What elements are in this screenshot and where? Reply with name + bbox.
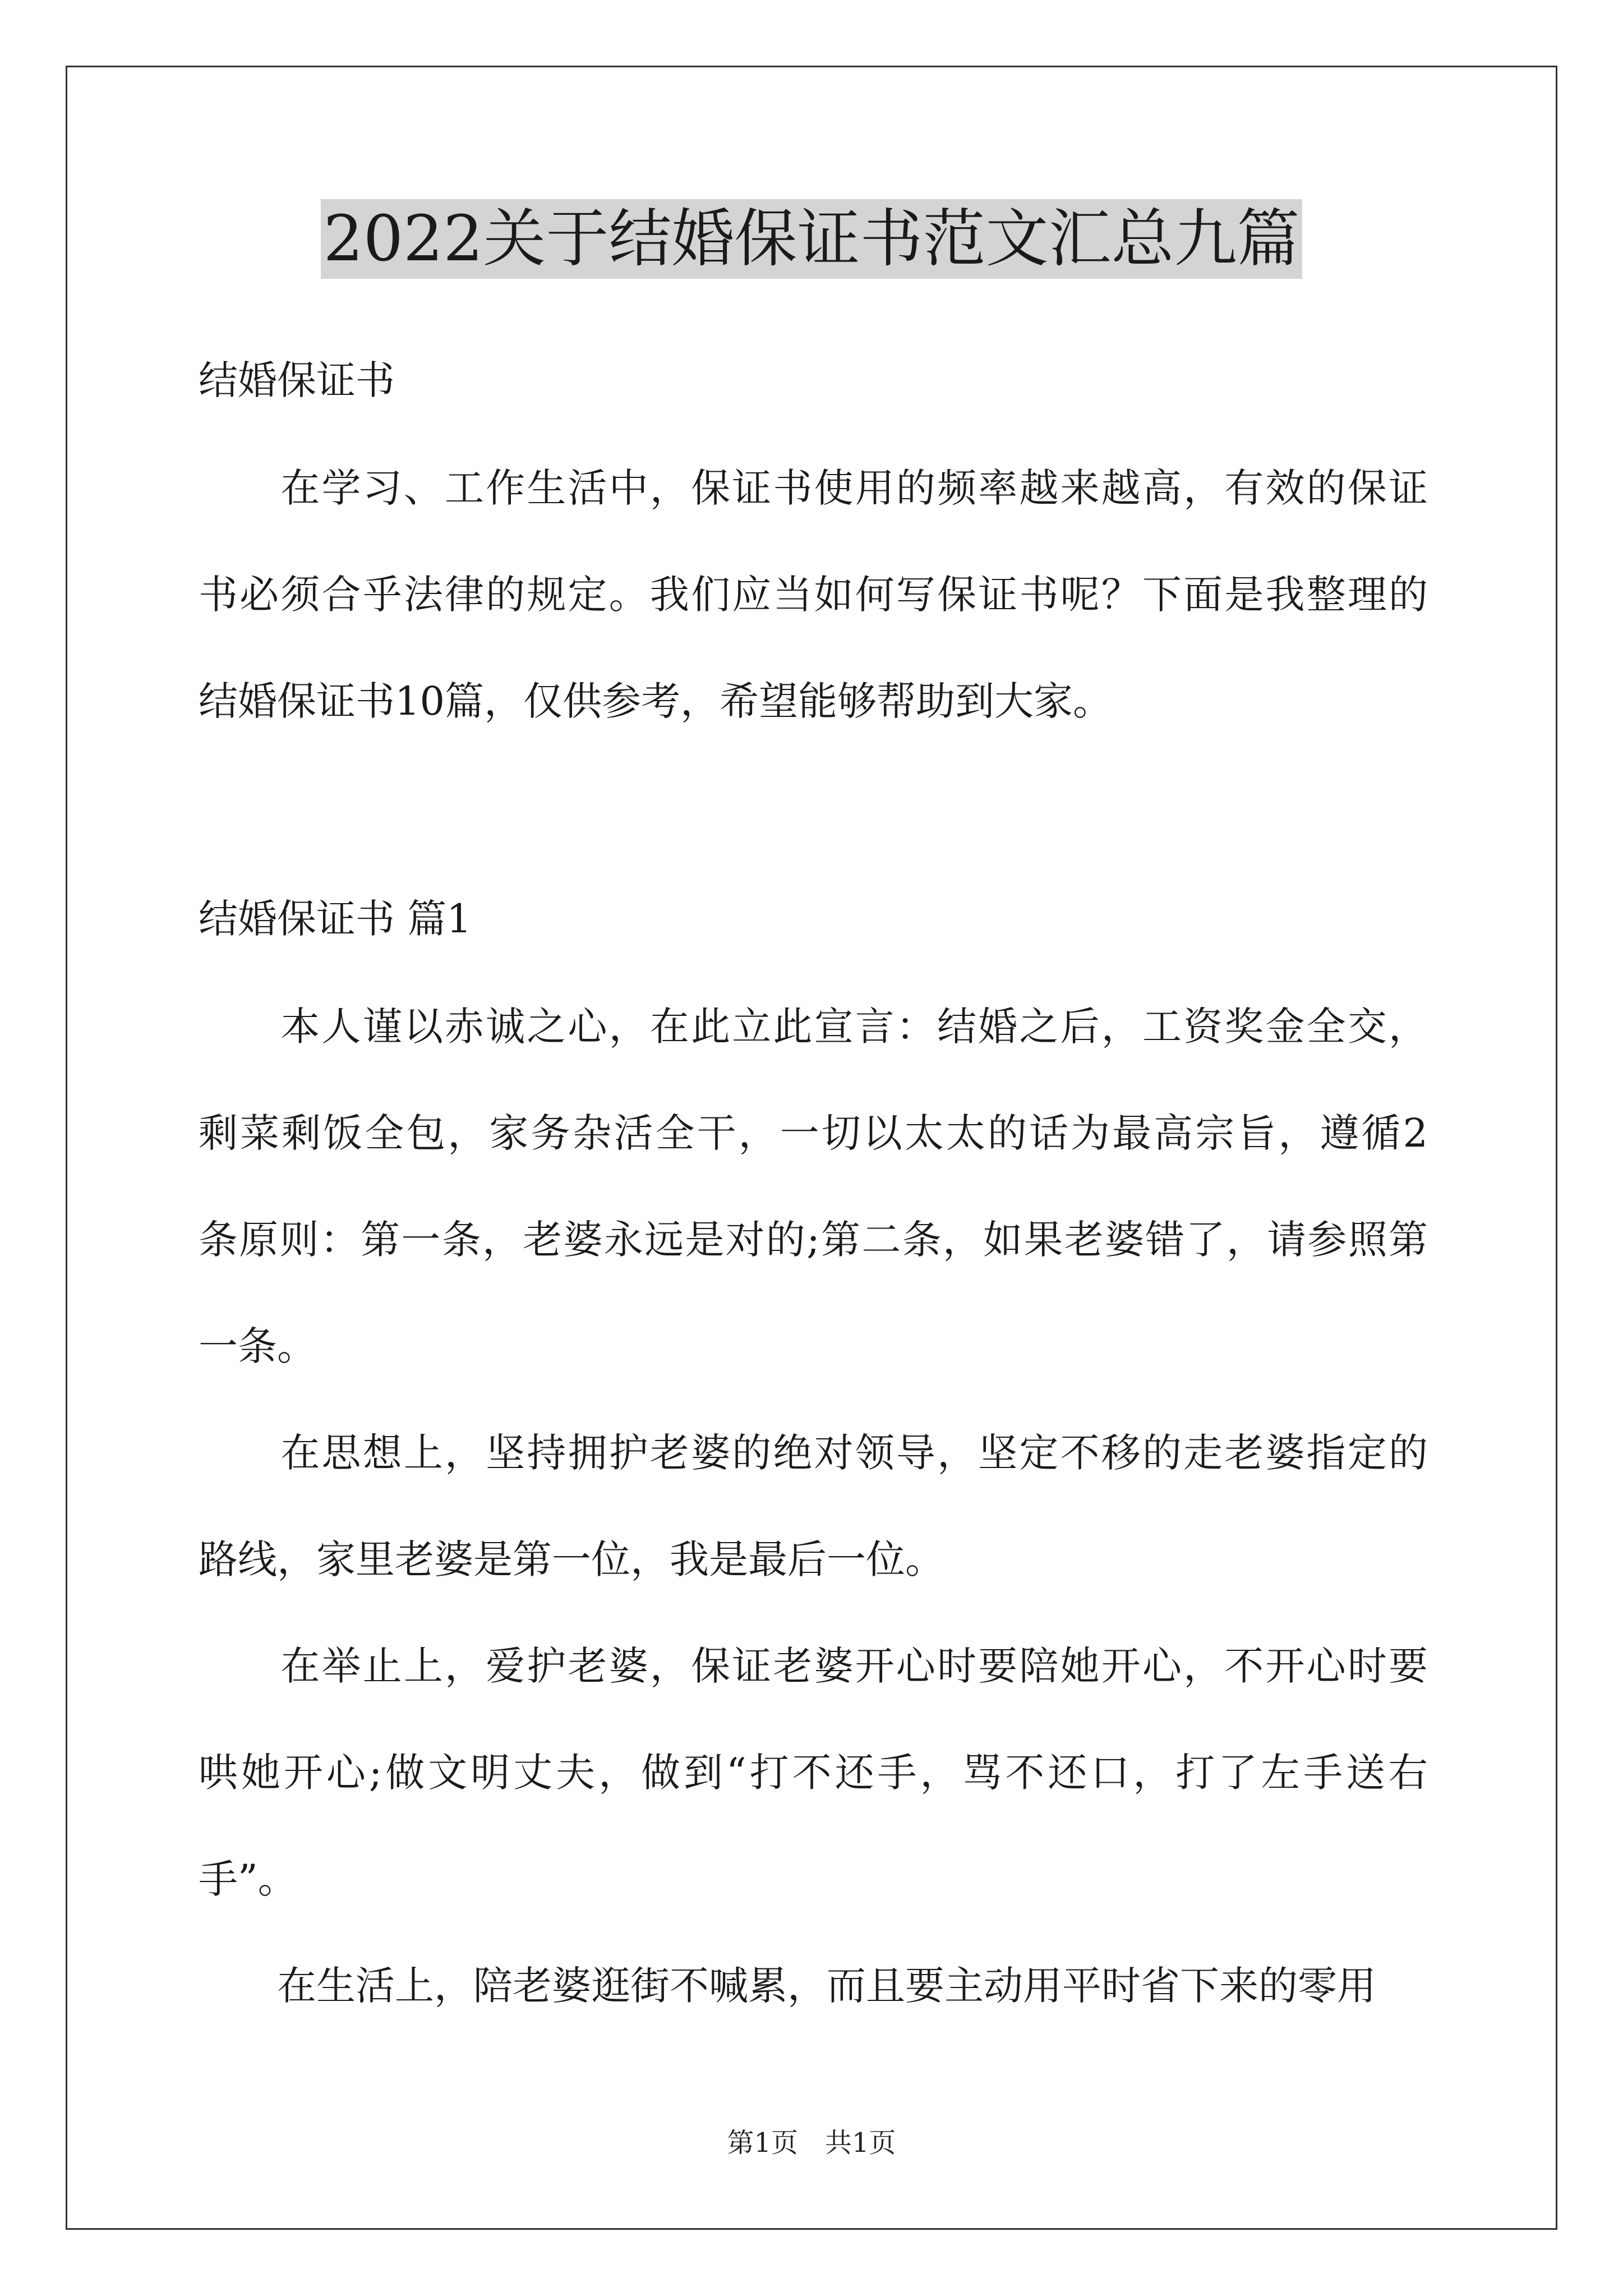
- paragraph-line: 本人谨以赤诚之心，在此立此宣言：结婚之后，工资奖金全交，: [199, 1004, 1428, 1050]
- paragraph-line: 条原则：第一条，老婆永远是对的;第二条，如果老婆错了，请参照第: [199, 1217, 1428, 1263]
- paragraph-line: 在学习、工作生活中，保证书使用的频率越来越高，有效的保证: [199, 465, 1428, 511]
- title-container: [0, 199, 1623, 279]
- paragraph-line: 在思想上，坚持拥护老婆的绝对领导，坚定不移的走老婆指定的: [199, 1430, 1428, 1476]
- intro-paragraph: [199, 435, 1428, 754]
- paragraph-2: [199, 1400, 1428, 1613]
- section-heading: 结婚保证书: [199, 357, 395, 403]
- piece-heading: 结婚保证书 篇1: [199, 896, 472, 942]
- paragraph-line: 剩菜剩饭全包，家务杂活全干，一切以太太的话为最高宗旨，遵循2: [199, 1110, 1428, 1156]
- paragraph-line: 结婚保证书10篇，仅供参考，希望能够帮助到大家。: [199, 678, 1113, 724]
- paragraph-line: 一条。: [199, 1323, 316, 1369]
- paragraph-3: [199, 1613, 1428, 1932]
- document-title: 2022关于结婚保证书范文汇总九篇: [321, 199, 1302, 279]
- paragraph-line: 书必须合乎法律的规定。我们应当如何写保证书呢？下面是我整理的: [199, 572, 1428, 618]
- paragraph-4: [199, 1932, 1428, 2039]
- paragraph-line: 路线，家里老婆是第一位，我是最后一位。: [199, 1536, 944, 1582]
- paragraph-line: 在举止上，爱护老婆，保证老婆开心时要陪她开心，不开心时要: [199, 1643, 1428, 1689]
- paragraph-line: 哄她开心;做文明丈夫，做到“打不还手，骂不还口，打了左手送右: [199, 1750, 1428, 1796]
- paragraph-line: 在生活上，陪老婆逛街不喊累，而且要主动用平时省下来的零用: [199, 1963, 1376, 2009]
- paragraph-line: 手”。: [199, 1856, 297, 1902]
- paragraph-1: [199, 973, 1428, 1400]
- page-footer: 第1页 共1页: [727, 2127, 896, 2159]
